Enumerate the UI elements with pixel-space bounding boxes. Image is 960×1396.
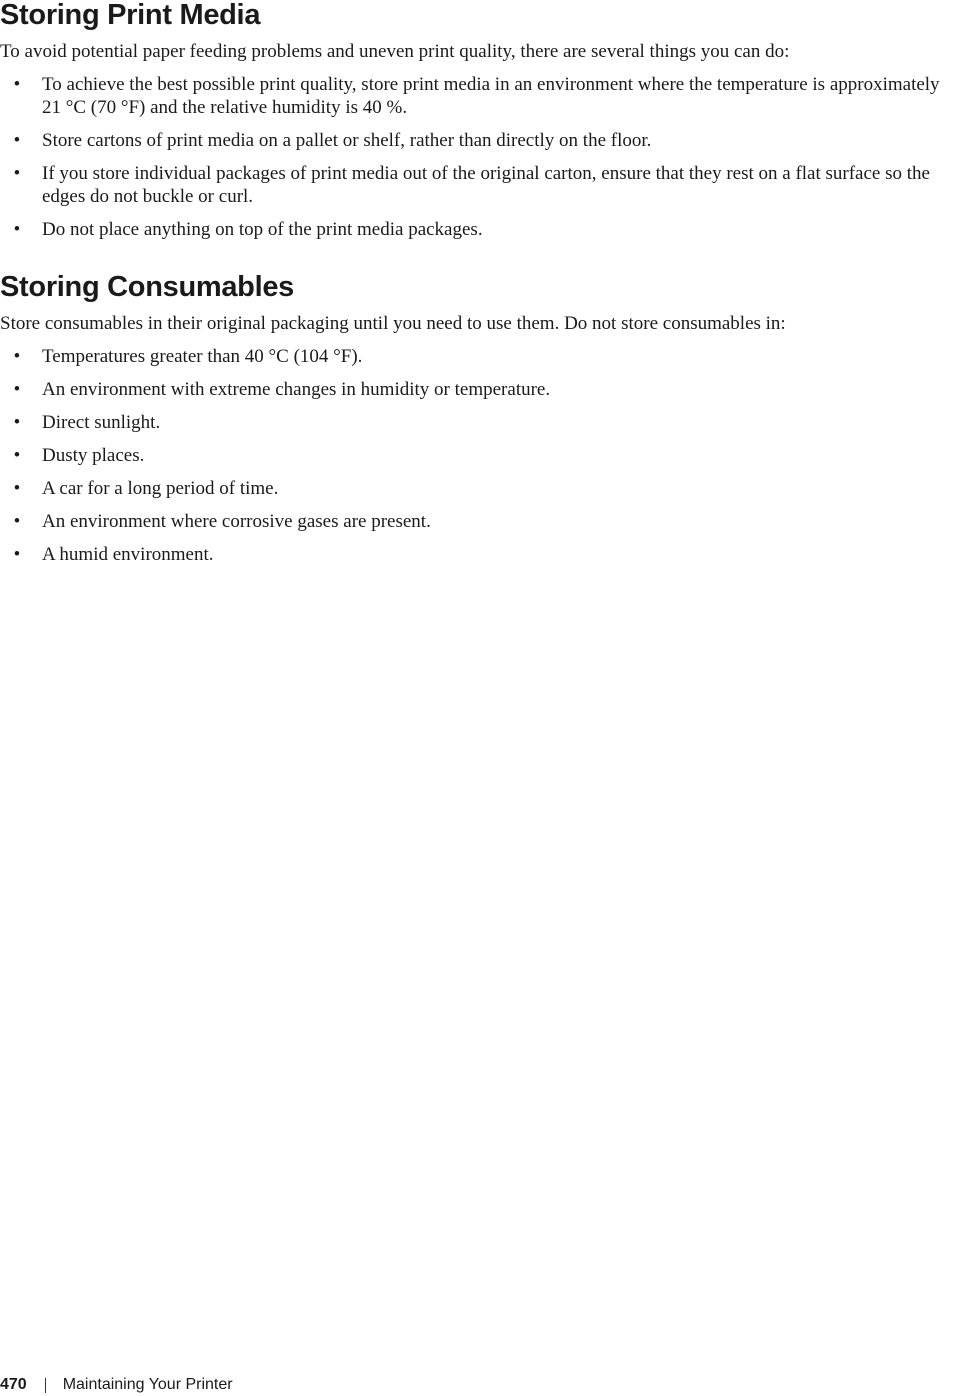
list-item: [0, 73, 960, 119]
bullet-glyph: •: [13, 478, 21, 499]
list-item-text: Do not place anything on top of the print media packages.: [42, 219, 483, 240]
bullet-glyph: •: [13, 379, 21, 400]
list-item: [0, 162, 960, 208]
section-heading: Storing Print Media: [0, 0, 261, 31]
bullet-glyph: •: [13, 219, 21, 240]
bullet-glyph: •: [13, 74, 21, 95]
list-item: [0, 378, 960, 401]
list-item-text: To achieve the best possible print quality, store print media in an environment where the temperature is approximately 21 °C (70 °F) and the relative humidity is 40 %.: [42, 74, 940, 118]
list-item-text: Dusty places.: [42, 445, 145, 466]
list-item-text: An environment with extreme changes in humidity or temperature.: [42, 379, 551, 400]
list-item: [0, 411, 960, 434]
bullet-glyph: •: [13, 445, 21, 466]
list-item: [0, 345, 960, 368]
bullet-list: [0, 73, 960, 241]
list-item: [0, 510, 960, 533]
list-item: [0, 218, 960, 241]
list-item-text: Temperatures greater than 40 °C (104 °F).: [42, 346, 363, 367]
list-item-text: A car for a long period of time.: [42, 478, 279, 499]
bullet-glyph: •: [13, 346, 21, 367]
bullet-glyph: •: [13, 412, 21, 433]
list-item-text: A humid environment.: [42, 544, 214, 565]
footer-divider: [45, 1378, 46, 1393]
list-item-text: If you store individual packages of print media out of the original carton, ensure that they rest on a flat surface so the edges do not buckle or curl.: [42, 163, 930, 207]
page-footer: [0, 1374, 233, 1396]
section-storing-print-media: [0, 0, 960, 241]
bullet-glyph: •: [13, 130, 21, 151]
bullet-glyph: •: [13, 544, 21, 565]
bullet-glyph: •: [13, 511, 21, 532]
list-item-text: Direct sunlight.: [42, 412, 161, 433]
list-item: [0, 543, 960, 566]
section-intro: Store consumables in their original packaging until you need to use them. Do not store consumables in:: [0, 313, 786, 334]
list-item-text: An environment where corrosive gases are present.: [42, 511, 431, 532]
page-number: 470: [0, 1376, 27, 1393]
bullet-glyph: •: [13, 163, 21, 184]
section-intro: To avoid potential paper feeding problems and uneven print quality, there are several things you can do:: [0, 41, 790, 62]
section-storing-consumables: [0, 272, 960, 566]
list-item-text: Store cartons of print media on a pallet or shelf, rather than directly on the floor.: [42, 130, 652, 151]
chapter-title: Maintaining Your Printer: [62, 1376, 233, 1393]
list-item: [0, 477, 960, 500]
section-heading: Storing Consumables: [0, 271, 294, 303]
list-item: [0, 129, 960, 152]
list-item: [0, 444, 960, 467]
bullet-list: [0, 345, 960, 566]
